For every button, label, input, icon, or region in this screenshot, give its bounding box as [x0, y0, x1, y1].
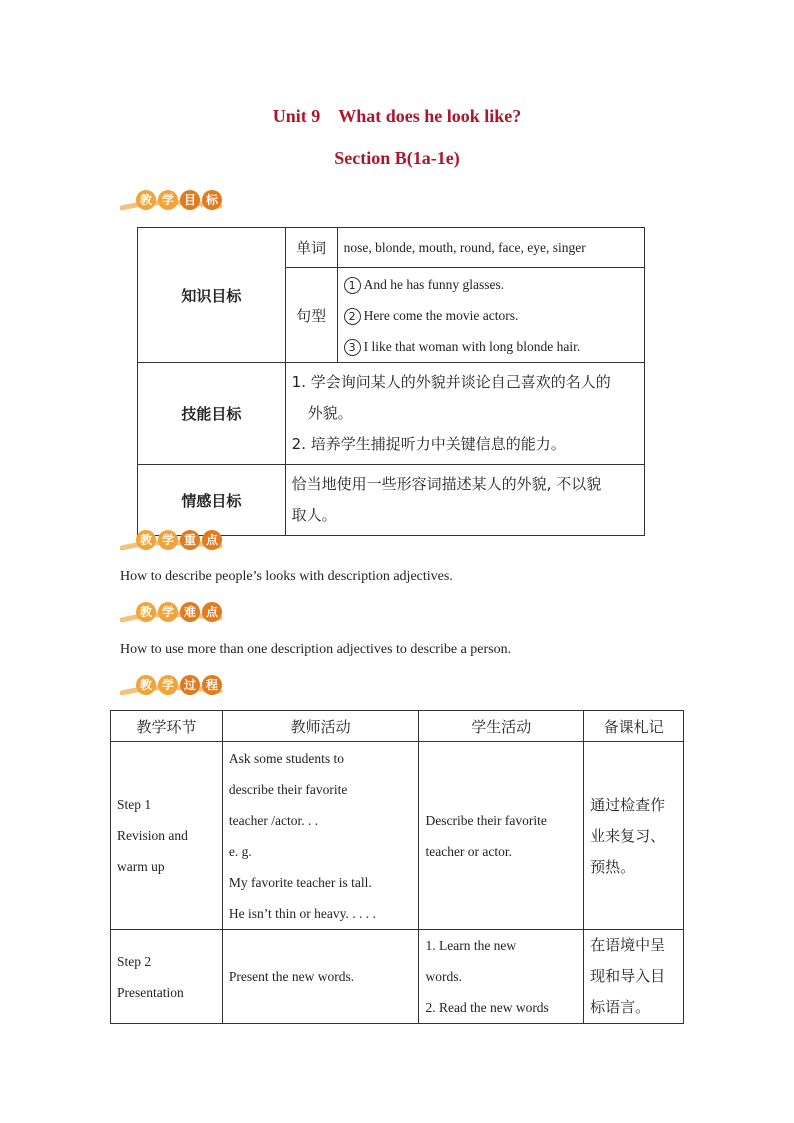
vocab-list: nose, blonde, mouth, round, face, eye, singer [337, 228, 644, 268]
pattern-item: 1 And he has funny glasses. [344, 269, 638, 300]
student-activity-cell: 1. Learn the new words. 2. Read the new words [419, 930, 584, 1024]
skill-goal-text: 1. 学会询问某人的外貌并谈论自己喜欢的名人的 外貌。 2. 培养学生捕捉听力中关键信息的能力。 [285, 363, 644, 465]
emotion-goal-text: 恰当地使用一些形容词描述某人的外貌, 不以貌 取人。 [285, 465, 644, 536]
circle-number-icon: 1 [344, 277, 361, 294]
key-points-text: How to describe people’s looks with description adjectives. [120, 569, 453, 584]
pattern-list [337, 268, 644, 363]
student-activity-cell: Describe their favorite teacher or actor. [419, 742, 584, 930]
pattern-item: 3 I like that woman with long blonde hair. [344, 331, 638, 362]
process-banner [120, 673, 230, 699]
notes-cell: 通过检查作 业来复习、 预热。 [584, 742, 684, 930]
banner-char: 程 [202, 675, 222, 695]
pattern-label: 句型 [285, 268, 337, 363]
banner-char: 重 [180, 530, 200, 550]
knowledge-goal-label: 知识目标 [138, 228, 286, 363]
banner-char: 难 [180, 602, 200, 622]
objectives-banner [120, 188, 230, 214]
banner-char: 学 [158, 602, 178, 622]
table-row [111, 930, 684, 1024]
emotion-goal-label: 情感目标 [138, 465, 286, 536]
notes-cell: 在语境中呈 现和导入目 标语言。 [584, 930, 684, 1024]
difficulties-text: How to use more than one description adjectives to describe a person. [120, 642, 512, 657]
column-header: 学生活动 [419, 711, 584, 742]
process-table [110, 710, 684, 1024]
banner-char: 标 [202, 190, 222, 210]
banner-char: 点 [202, 602, 222, 622]
difficulties-banner [120, 600, 230, 626]
circle-number-icon: 2 [344, 308, 361, 325]
step-cell: Step 2 Presentation [111, 930, 223, 1024]
pattern-item: 2 Here come the movie actors. [344, 300, 638, 331]
key-points-banner [120, 528, 230, 554]
circle-number-icon: 3 [344, 339, 361, 356]
unit-question: What does he look like? [338, 106, 522, 126]
banner-char: 过 [180, 675, 200, 695]
unit-title [0, 106, 794, 127]
banner-char: 目 [180, 190, 200, 210]
goals-table [137, 227, 645, 536]
step-cell: Step 1 Revision and warm up [111, 742, 223, 930]
unit-number: Unit 9 [272, 106, 321, 126]
banner-char: 学 [158, 675, 178, 695]
column-header: 教师活动 [222, 711, 419, 742]
banner-char: 学 [158, 530, 178, 550]
column-header: 备课札记 [584, 711, 684, 742]
banner-char: 教 [136, 602, 156, 622]
column-header: 教学环节 [111, 711, 223, 742]
skill-goal-label: 技能目标 [138, 363, 286, 465]
vocab-label: 单词 [285, 228, 337, 268]
banner-char: 教 [136, 675, 156, 695]
banner-char: 点 [202, 530, 222, 550]
table-row [111, 742, 684, 930]
teacher-activity-cell: Ask some students to describe their favorite teacher /actor. . . e. g. My favorite teacher is tall. He isn’t thin or heavy. . . . . [222, 742, 419, 930]
section-title: Section B(1a-1e) [334, 148, 460, 168]
banner-char: 教 [136, 190, 156, 210]
teacher-activity-cell: Present the new words. [222, 930, 419, 1024]
banner-char: 教 [136, 530, 156, 550]
banner-char: 学 [158, 190, 178, 210]
